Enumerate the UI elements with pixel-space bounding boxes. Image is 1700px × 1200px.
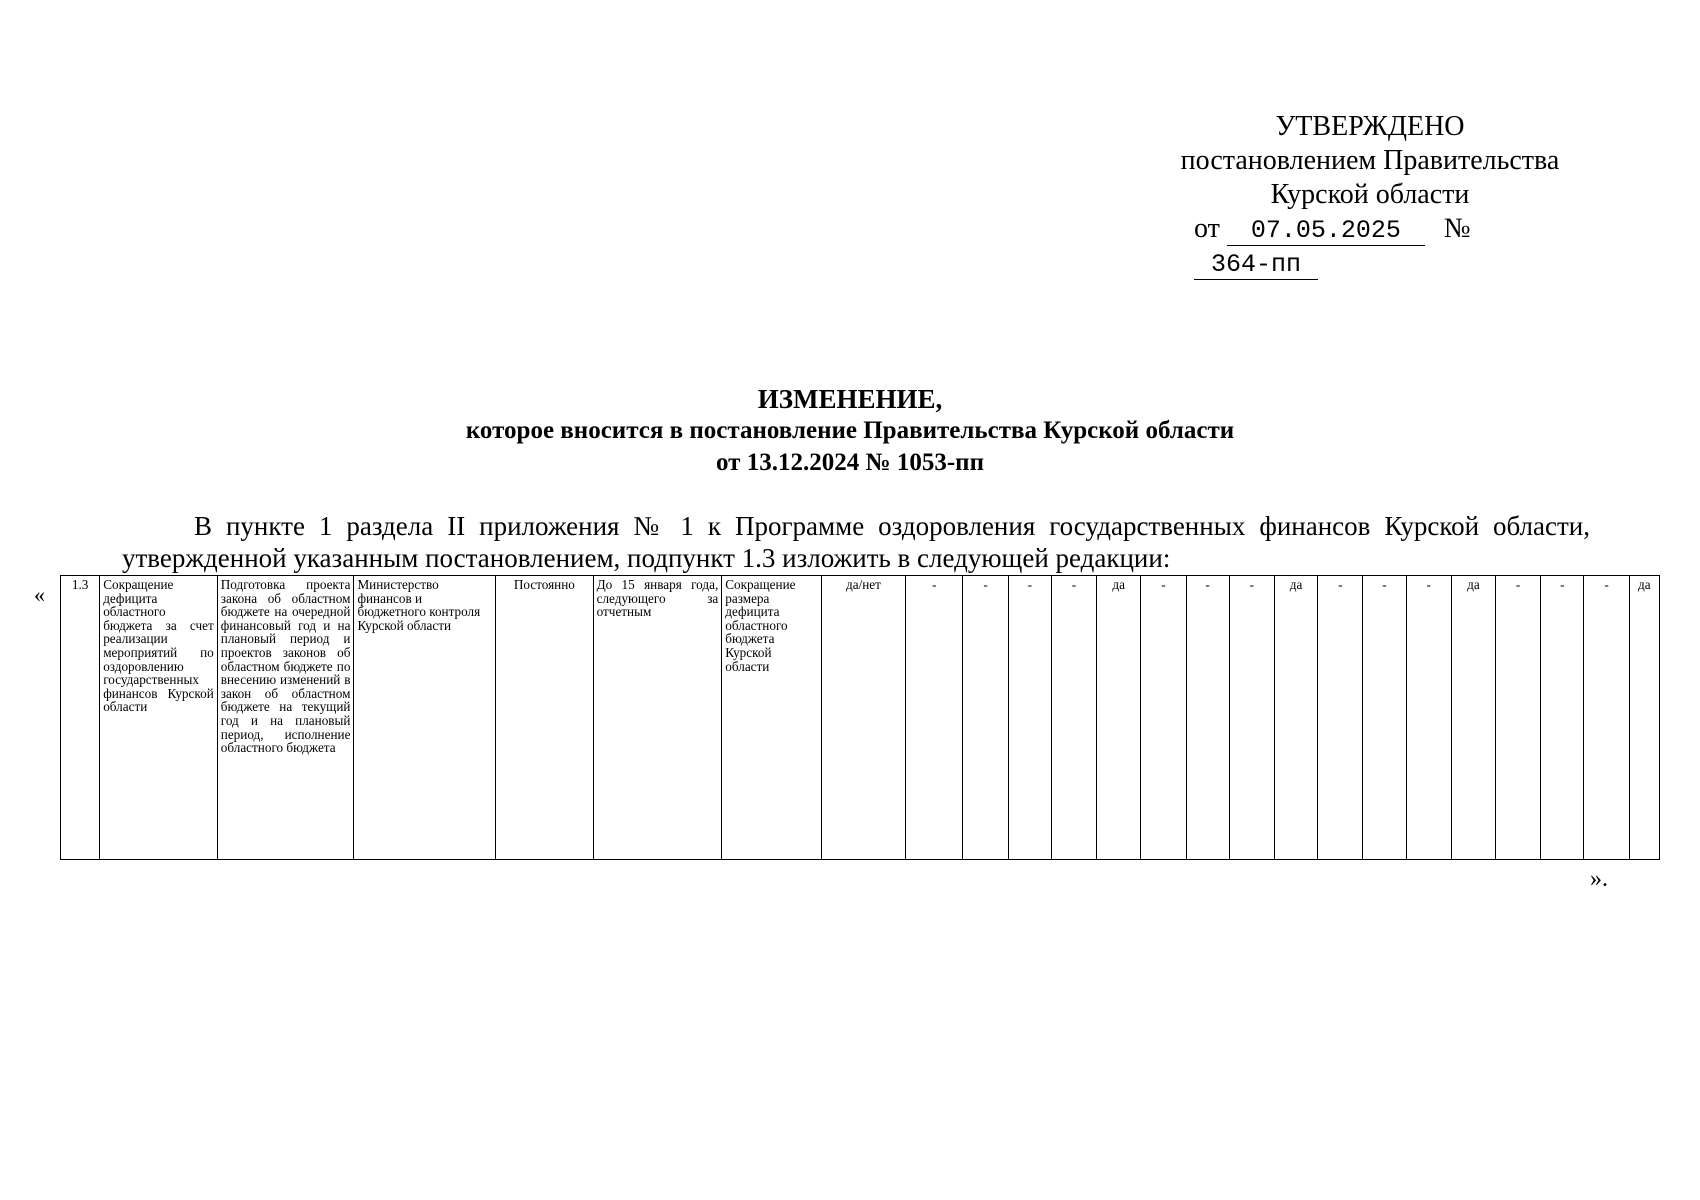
title-line-2: от 13.12.2024 № 1053-пп — [716, 449, 984, 476]
approved-region-line: Курской области — [1270, 179, 1470, 210]
table-cell-measure: Подготовка проекта закона об областном бюджете на очередной финансовый год и на плановый период и проектов законов об областном бюджете по внесению изменений в закон об областном бюджете на текущий год и на плановый период, исполнение областного бюджета — [217, 576, 354, 860]
title-line-1: которое вносится в постановление Правительства Курской области — [465, 417, 1235, 444]
table-cell-value: да — [1097, 576, 1141, 860]
table-cell-value: - — [1051, 576, 1096, 860]
table-cell-value: - — [1186, 576, 1229, 860]
table-cell-value: - — [1584, 576, 1629, 860]
approval-date-line — [1150, 212, 1590, 280]
document-title — [200, 383, 1500, 479]
amendment-table — [60, 575, 1660, 860]
title-heading: ИЗМЕНЕНИЕ, — [757, 384, 943, 414]
table-cell-unit: да/нет — [821, 576, 905, 860]
opening-quote: « — [34, 582, 45, 607]
table-row — [61, 576, 1660, 860]
table-cell-deadline: До 15 января года, следующего за отчетным — [593, 576, 722, 860]
approval-number: 364-пп — [1194, 251, 1318, 280]
table-cell-value: - — [1229, 576, 1274, 860]
table-cell-value: - — [1496, 576, 1541, 860]
table-cell-responsible: Министерство финансов и бюджетного контроля Курской области — [354, 576, 496, 860]
table-cell-goal: Сокращение дефицита областного бюджета за счет реализации мероприятий по оздоровлению государственных финансов Курской области — [100, 576, 218, 860]
approved-by-line: постановлением Правительства — [1180, 145, 1560, 176]
table-cell-value: да — [1629, 576, 1659, 860]
table-cell-value: - — [1406, 576, 1451, 860]
closing-quote: ». — [1590, 866, 1608, 892]
table-cell-value: - — [1541, 576, 1584, 860]
table-cell-value: - — [1141, 576, 1186, 860]
table-cell-value: - — [1363, 576, 1406, 860]
intro-paragraph: В пункте 1 раздела II приложения № 1 к Программе оздоровления государственных финансов Курской области, утвержденной указанным постановлением, подпункт 1.3 изложить в следующей редакции: — [122, 511, 1590, 573]
table-cell-value: да — [1451, 576, 1495, 860]
approval-date: 07.05.2025 — [1227, 217, 1425, 246]
table-cell-value: - — [906, 576, 963, 860]
approved-label: УТВЕРЖДЕНО — [1275, 111, 1465, 142]
date-prefix: от — [1194, 213, 1220, 244]
table-cell-value: - — [1318, 576, 1363, 860]
table-cell-value: - — [1008, 576, 1051, 860]
table-cell-value: да — [1274, 576, 1317, 860]
table-cell-item-number: 1.3 — [61, 576, 100, 860]
table-cell-indicator: Сокращение размера дефицита областного бюджета Курской области — [722, 576, 821, 860]
table-cell-value: - — [963, 576, 1008, 860]
table-cell-period: Постоянно — [496, 576, 593, 860]
number-prefix: № — [1443, 213, 1471, 244]
approval-stamp — [1150, 110, 1590, 280]
